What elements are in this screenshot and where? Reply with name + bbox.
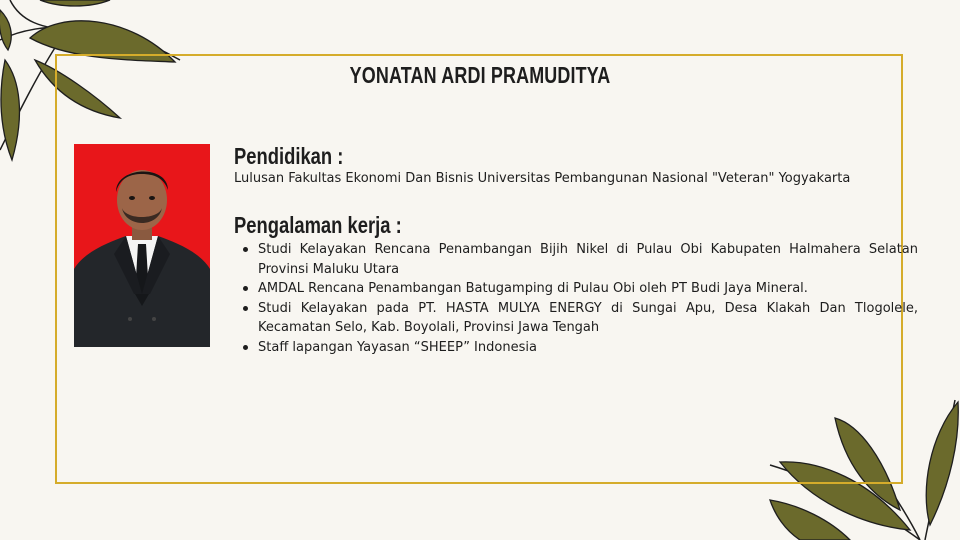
experience-list [234, 240, 918, 357]
list-item: Studi Kelayakan Rencana Penambangan Bijih Nikel di Pulau Obi Kabupaten Halmahera Selatan Provinsi Maluku Utara [258, 240, 918, 279]
experience-heading: Pengalaman kerja : [234, 212, 402, 238]
list-item: AMDAL Rencana Penambangan Batugamping di Pulau Obi oleh PT Budi Jaya Mineral. [258, 279, 918, 299]
education-heading: Pendidikan : [234, 143, 344, 169]
portrait-photo [74, 144, 210, 347]
list-item: Studi Kelayakan pada PT. HASTA MULYA ENERGY di Sungai Apu, Desa Klakah Dan Tlogolele, Kecamatan Selo, Kab. Boyolali, Provinsi Jawa Tengah [258, 299, 918, 338]
page-title: YONATAN ARDI PRAMUDITYA [349, 62, 611, 88]
list-item: Staff lapangan Yayasan “SHEEP” Indonesia [258, 338, 918, 358]
education-text: Lulusan Fakultas Ekonomi Dan Bisnis Universitas Pembangunan Nasional "Veteran" Yogyakarta [234, 171, 851, 186]
